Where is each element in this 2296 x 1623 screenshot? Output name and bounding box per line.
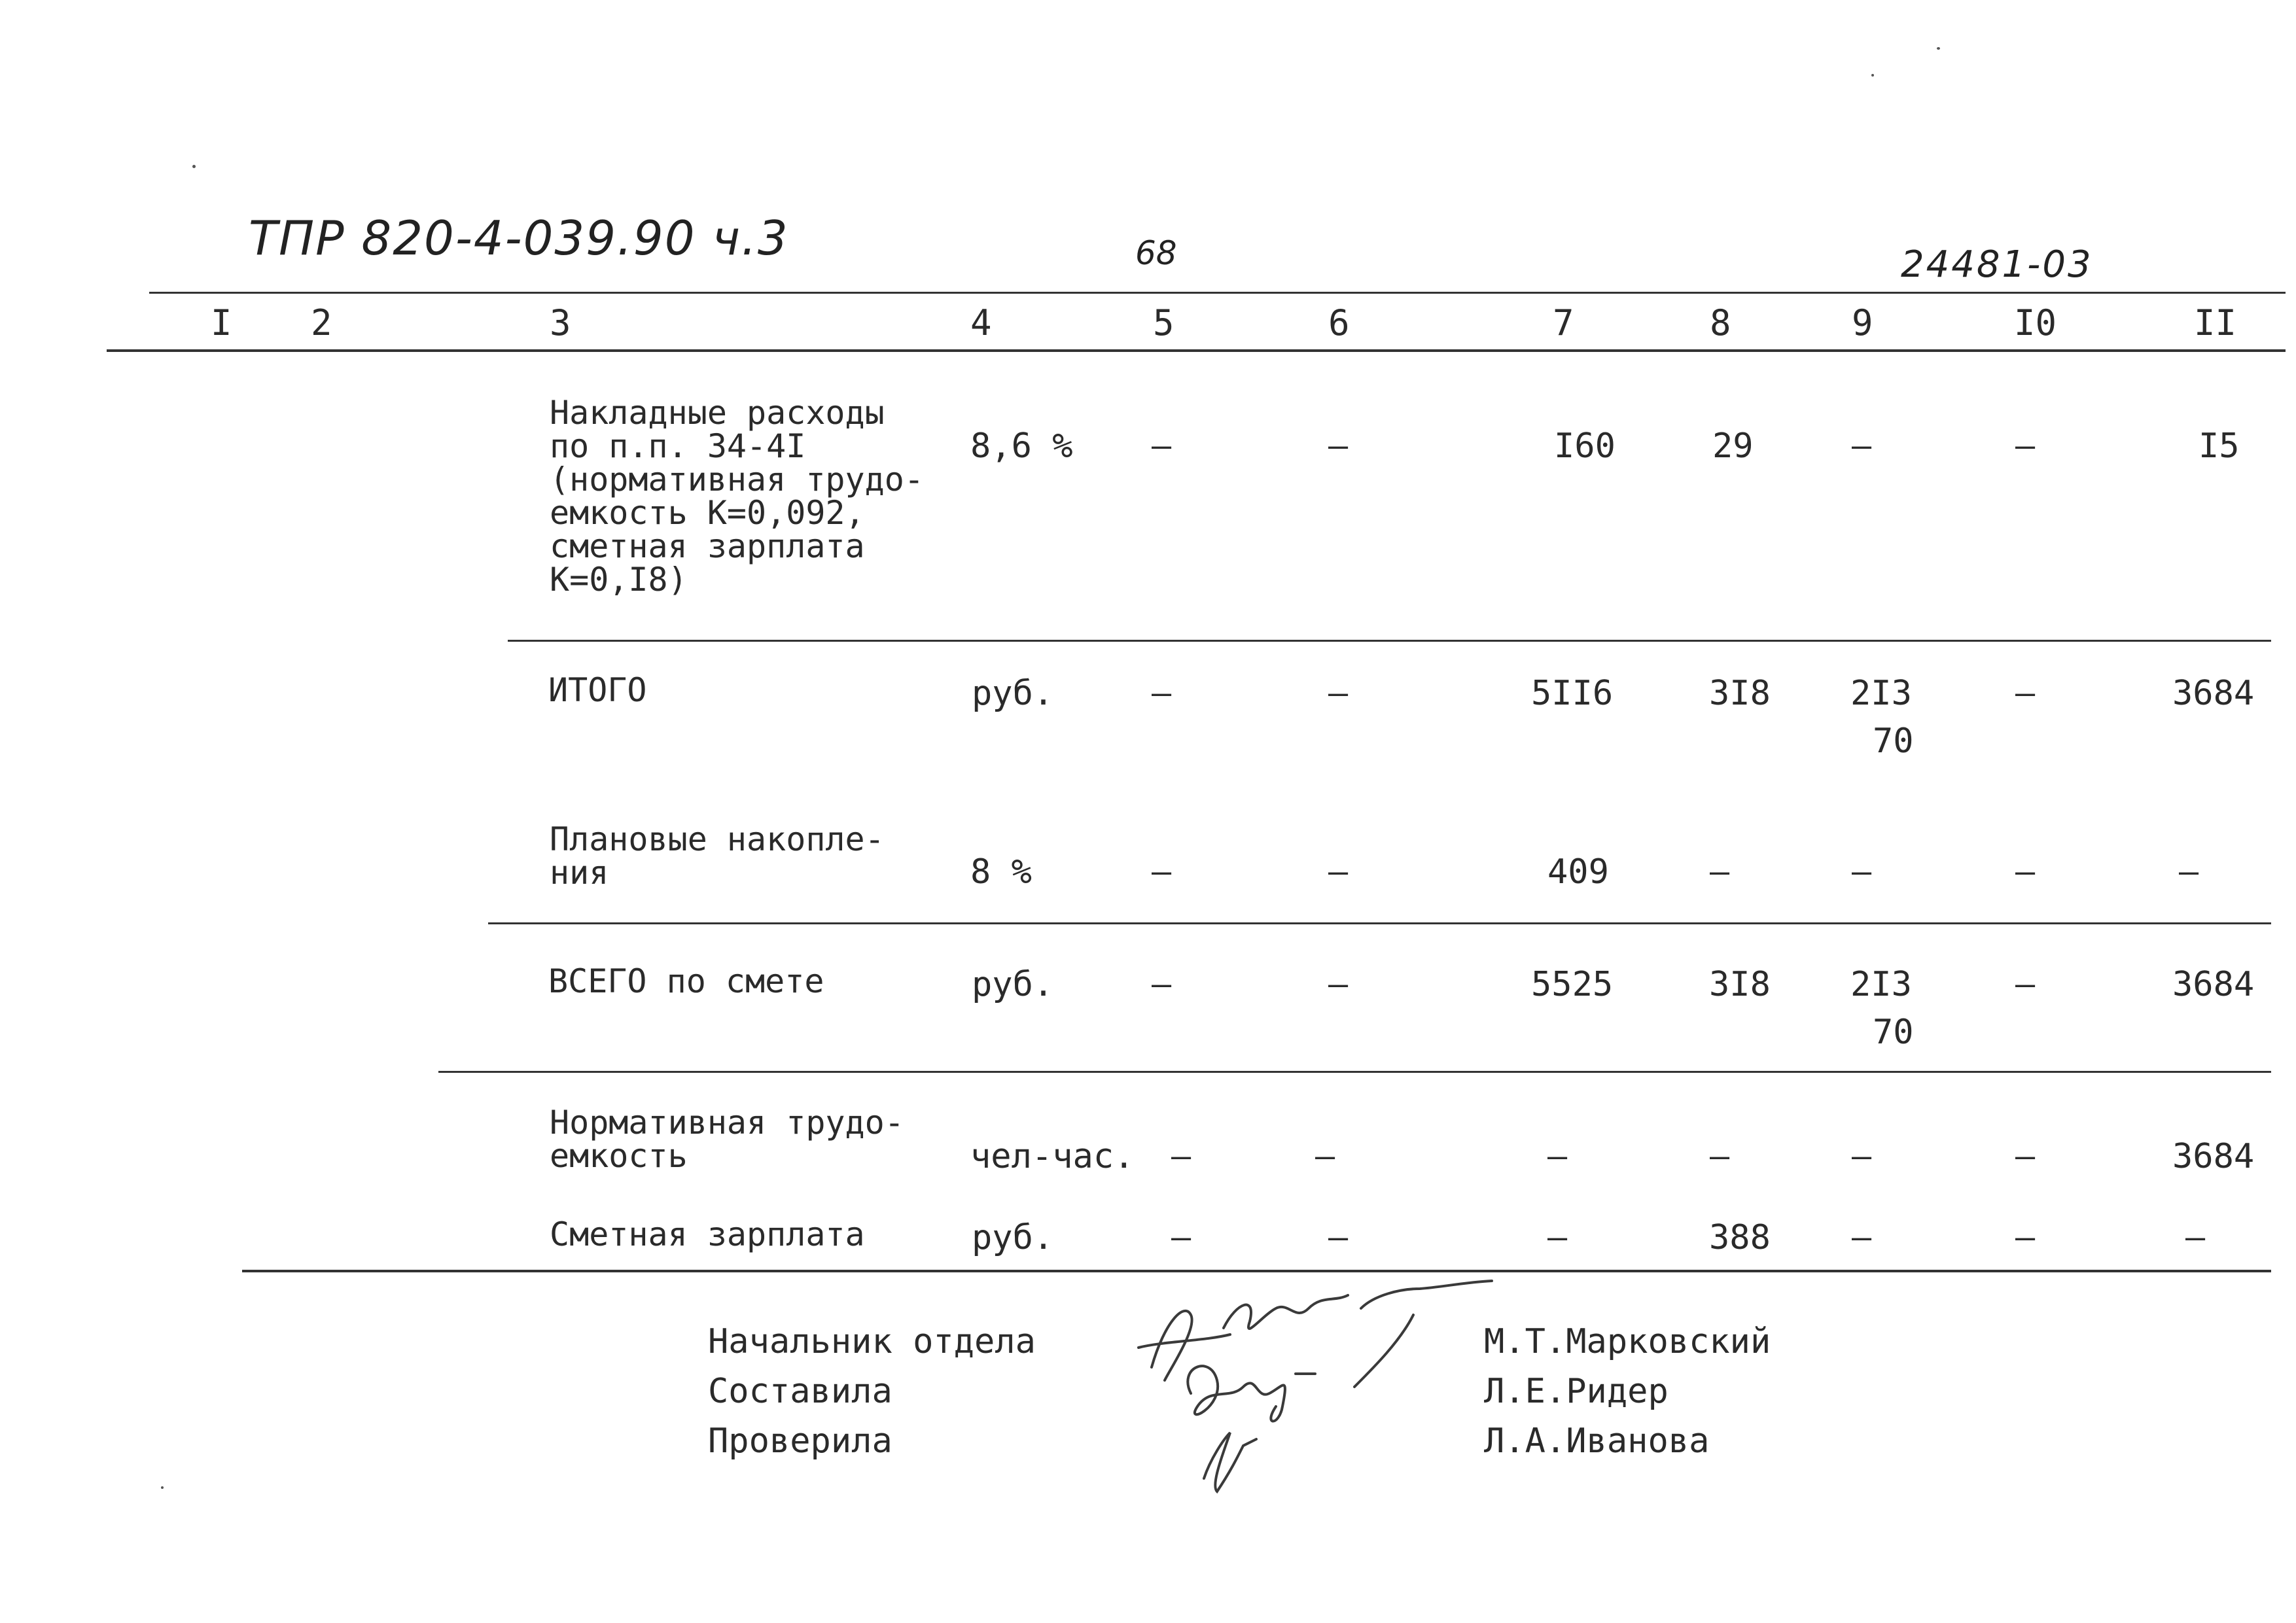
cell-col9: – <box>1852 852 1872 890</box>
unit-cell: чел-час. <box>970 1137 1135 1176</box>
signer-role: Составила <box>708 1372 892 1411</box>
column-number: 2 <box>311 302 332 343</box>
cell-col11: 3684 <box>2172 965 2255 1004</box>
cell-col7: – <box>1547 1218 1568 1256</box>
cell-col8: – <box>1710 852 1730 890</box>
cell-col11: – <box>2185 1218 2206 1256</box>
cell-col9: 2I3 <box>1850 965 1912 1004</box>
unit-cell: руб. <box>972 1218 1054 1257</box>
column-number: I <box>211 302 232 343</box>
scan-speck <box>1871 74 1874 77</box>
row-name <box>550 820 885 892</box>
table-bottom-rule <box>242 1270 2271 1272</box>
row-name-line: (нормативная трудо- <box>550 461 924 498</box>
row-name-line: емкость <box>550 1137 688 1175</box>
column-number: 5 <box>1153 302 1174 343</box>
cell-col6: – <box>1328 674 1349 712</box>
signer-name: Л.А.Иванова <box>1484 1422 1710 1461</box>
row-name <box>550 1106 904 1173</box>
row-separator <box>488 922 2271 924</box>
cell-col5: – <box>1171 1218 1192 1256</box>
cell-col11: 3684 <box>2172 674 2255 713</box>
signer-role: Проверила <box>708 1422 892 1461</box>
cell-col5: – <box>1152 965 1172 1003</box>
cell-col11: – <box>2179 852 2199 890</box>
cell-col9: – <box>1852 427 1872 464</box>
cell-col10: – <box>2015 674 2036 712</box>
handwritten-signatures <box>1125 1276 1583 1524</box>
cell-col7: – <box>1547 1137 1568 1175</box>
cell-col5: – <box>1152 852 1172 890</box>
cell-col6: – <box>1328 852 1349 890</box>
signer-name: Л.Е.Ридер <box>1484 1372 1669 1411</box>
cell-col5: – <box>1152 427 1172 464</box>
cell-col9-secondary: 70 <box>1873 722 1914 761</box>
cell-col8: 3I8 <box>1709 965 1771 1004</box>
album-number: 24481-03 <box>1901 243 2093 286</box>
cell-col11: 3684 <box>2172 1137 2255 1176</box>
column-number: II <box>2194 302 2237 343</box>
unit-cell: 8 % <box>970 852 1032 892</box>
document-code: ТПР 820-4-039.90 ч.3 <box>249 211 789 266</box>
signer-roles <box>708 1317 1036 1466</box>
column-number: I0 <box>2014 302 2057 343</box>
signer-name: М.Т.Марковский <box>1484 1322 1771 1361</box>
row-separator <box>508 640 2271 642</box>
cell-col7: I60 <box>1554 427 1616 466</box>
cell-col6: – <box>1328 1218 1349 1256</box>
column-header-rule <box>107 349 2286 352</box>
unit-cell: руб. <box>972 965 1054 1004</box>
row-name <box>550 396 924 597</box>
row-name: ВСЕГО по смете <box>548 962 824 1000</box>
row-name-line: емкость К=0,092, <box>550 494 865 532</box>
row-name-line: ния <box>550 854 609 892</box>
row-name-line: сметная зарплата <box>550 527 865 565</box>
column-number: 6 <box>1328 302 1350 343</box>
unit-cell: 8,6 % <box>970 427 1073 466</box>
row-name-line: Плановые накопле- <box>550 820 885 858</box>
column-number: 8 <box>1710 302 1731 343</box>
column-number: 9 <box>1852 302 1873 343</box>
cell-col5: – <box>1171 1137 1192 1175</box>
scan-speck <box>1937 47 1940 50</box>
row-name: Сметная зарплата <box>550 1215 865 1253</box>
row-name-line: К=0,I8) <box>550 561 688 599</box>
scan-speck <box>192 165 196 168</box>
cell-col6: – <box>1315 1137 1335 1175</box>
cell-col10: – <box>2015 1218 2036 1256</box>
cell-col9: – <box>1852 1137 1872 1175</box>
cell-col10: – <box>2015 852 2036 890</box>
cell-col10: – <box>2015 965 2036 1003</box>
cell-col7: 5II6 <box>1531 674 1614 713</box>
cell-col7: 5525 <box>1531 965 1614 1004</box>
cell-col11: I5 <box>2199 427 2240 466</box>
cell-col8: 29 <box>1712 427 1754 466</box>
cell-col5: – <box>1152 674 1172 712</box>
cell-col9: 2I3 <box>1850 674 1912 713</box>
page-number: 68 <box>1135 234 1177 272</box>
row-name-line: по п.п. 34-4I <box>550 427 806 465</box>
cell-col6: – <box>1328 427 1349 464</box>
column-number: 4 <box>970 302 992 343</box>
row-name: ИТОГО <box>548 671 647 709</box>
cell-col7: 409 <box>1547 852 1609 892</box>
scan-speck <box>161 1486 164 1489</box>
unit-cell: руб. <box>972 674 1054 713</box>
column-number: 7 <box>1553 302 1574 343</box>
signer-role: Начальник отдела <box>708 1322 1036 1361</box>
row-name-line: Накладные расходы <box>550 394 885 432</box>
cell-col8: 388 <box>1709 1218 1771 1257</box>
cell-col6: – <box>1328 965 1349 1003</box>
cell-col10: – <box>2015 1137 2036 1175</box>
cell-col9: – <box>1852 1218 1872 1256</box>
cell-col8: 3I8 <box>1709 674 1771 713</box>
row-name-line: Нормативная трудо- <box>550 1104 904 1142</box>
top-rule <box>149 292 2286 294</box>
column-number: 3 <box>550 302 571 343</box>
cell-col9-secondary: 70 <box>1873 1013 1914 1052</box>
cell-col10: – <box>2015 427 2036 464</box>
cell-col8: – <box>1710 1137 1730 1175</box>
row-separator <box>438 1071 2271 1073</box>
